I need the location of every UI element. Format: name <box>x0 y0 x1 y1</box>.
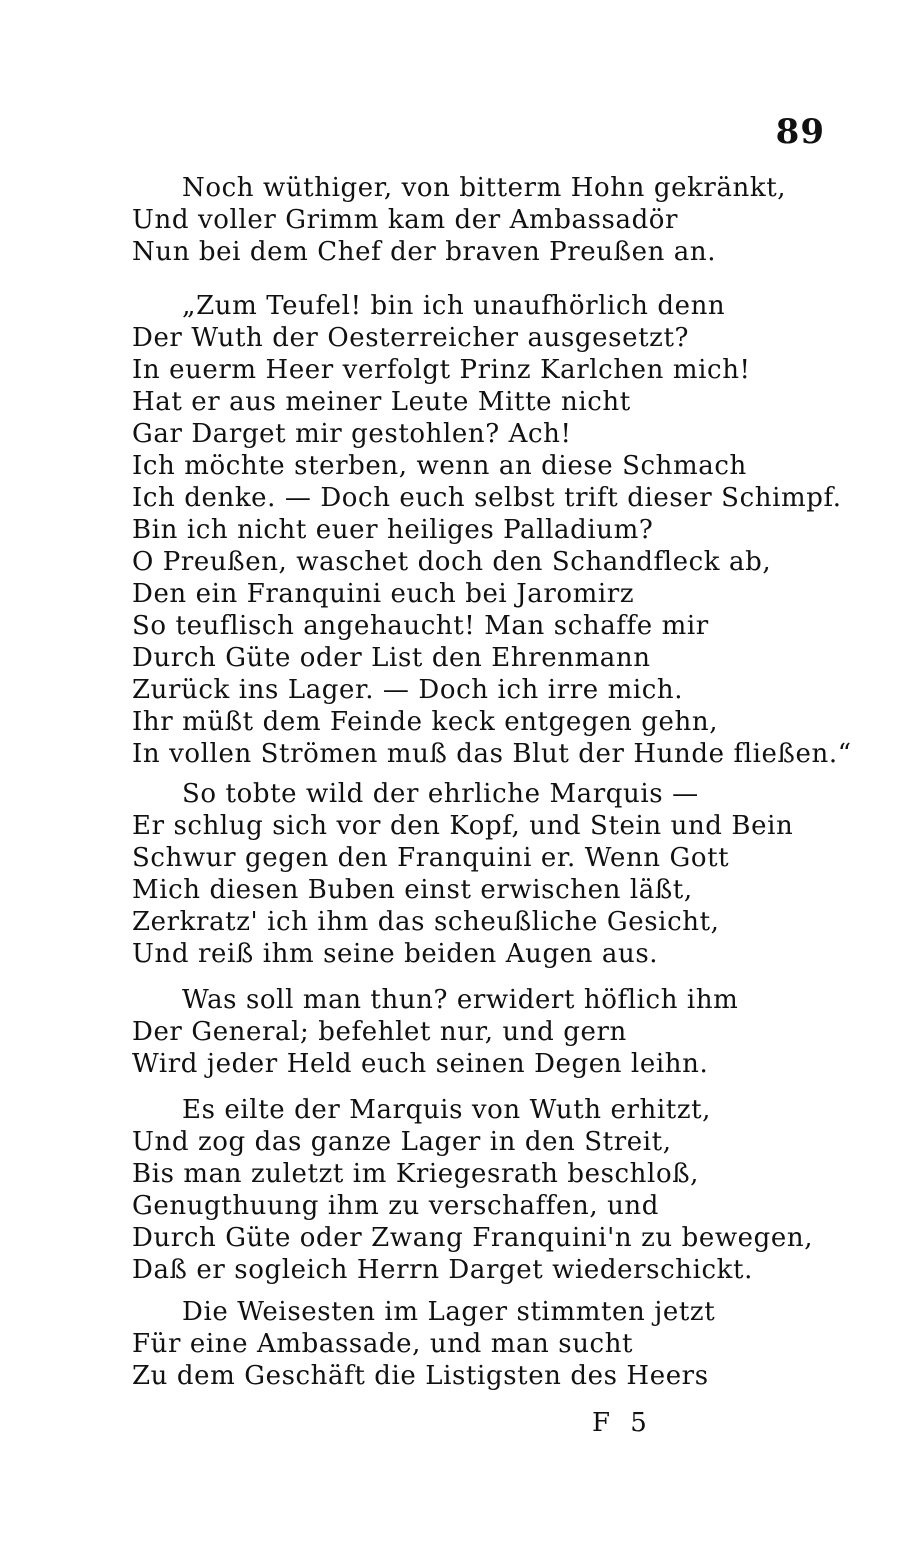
verse-line: Zerkratz' ich ihm das scheußliche Gesicht, <box>132 907 720 937</box>
verse-line: Für eine Ambassade, und man sucht <box>132 1329 634 1359</box>
verse-line: Und reiß ihm seine beiden Augen aus. <box>132 939 659 969</box>
verse-line: Schwur gegen den Franquini er. Wenn Gott <box>132 843 730 873</box>
verse-line: Ich möchte sterben, wenn an diese Schmach <box>132 451 747 481</box>
verse-line: Es eilte der Marquis von Wuth erhitzt, <box>182 1095 712 1125</box>
verse-line: Bis man zuletzt im Kriegesrath beschloß, <box>132 1159 700 1189</box>
verse-line: Gar Darget mir gestohlen? Ach! <box>132 419 572 449</box>
stanza-4 <box>132 984 832 1080</box>
verse-line: Den ein Franquini euch bei Jaromirz <box>132 579 635 609</box>
stanza-6 <box>132 1296 832 1392</box>
stanza-3 <box>132 778 832 970</box>
verse-line: Nun bei dem Chef der braven Preußen an. <box>132 237 717 267</box>
verse-line: Daß er sogleich Herrn Darget wiederschickt. <box>132 1255 753 1285</box>
page-number: 89 <box>775 112 825 152</box>
verse-line: Genugthuung ihm zu verschaffen, und <box>132 1191 660 1221</box>
verse-line: Und zog das ganze Lager in den Streit, <box>132 1127 672 1157</box>
verse-line: Was soll man thun? erwidert höflich ihm <box>182 985 739 1015</box>
stanza-2 <box>132 290 852 770</box>
verse-line: Durch Güte oder List den Ehrenmann <box>132 643 651 673</box>
verse-line: Bin ich nicht euer heiliges Palladium? <box>132 515 654 545</box>
verse-line: O Preußen, waschet doch den Schandfleck ab, <box>132 547 772 577</box>
stanza-5 <box>132 1094 832 1286</box>
verse-line: Hat er aus meiner Leute Mitte nicht <box>132 387 631 417</box>
verse-line: So teuflisch angehaucht! Man schaffe mir <box>132 611 709 641</box>
verse-line: Ihr müßt dem Feinde keck entgegen gehn, <box>132 707 719 737</box>
verse-line: „Zum Teufel! bin ich unaufhörlich denn <box>182 291 726 321</box>
verse-line: Wird jeder Held euch seinen Degen leihn. <box>132 1049 709 1079</box>
verse-line: Ich denke. — Doch euch selbst trift dieser Schimpf. <box>132 483 842 513</box>
stanza-1 <box>132 172 832 268</box>
verse-line: Der Wuth der Oesterreicher ausgesetzt? <box>132 323 690 353</box>
verse-line: Er schlug sich vor den Kopf, und Stein und Bein <box>132 811 794 841</box>
verse-line: In euerm Heer verfolgt Prinz Karlchen mich! <box>132 355 751 385</box>
verse-line: In vollen Strömen muß das Blut der Hunde fließen.“ <box>132 739 852 769</box>
verse-line: Zurück ins Lager. — Doch ich irre mich. <box>132 675 684 705</box>
verse-line: Zu dem Geschäft die Listigsten des Heers <box>132 1361 709 1391</box>
verse-line: Noch wüthiger, von bitterm Hohn gekränkt, <box>182 173 787 203</box>
verse-line: Und voller Grimm kam der Ambassadör <box>132 205 679 235</box>
verse-line: Mich diesen Buben einst erwischen läßt, <box>132 875 693 905</box>
poem-text <box>132 172 852 1392</box>
verse-line: Der General; befehlet nur, und gern <box>132 1017 627 1047</box>
verse-line: Die Weisesten im Lager stimmten jetzt <box>182 1297 716 1327</box>
verse-line: So tobte wild der ehrliche Marquis — <box>182 779 699 809</box>
verse-line: Durch Güte oder Zwang Franquini'n zu bewegen, <box>132 1223 814 1253</box>
signature-mark: F 5 <box>592 1408 653 1438</box>
